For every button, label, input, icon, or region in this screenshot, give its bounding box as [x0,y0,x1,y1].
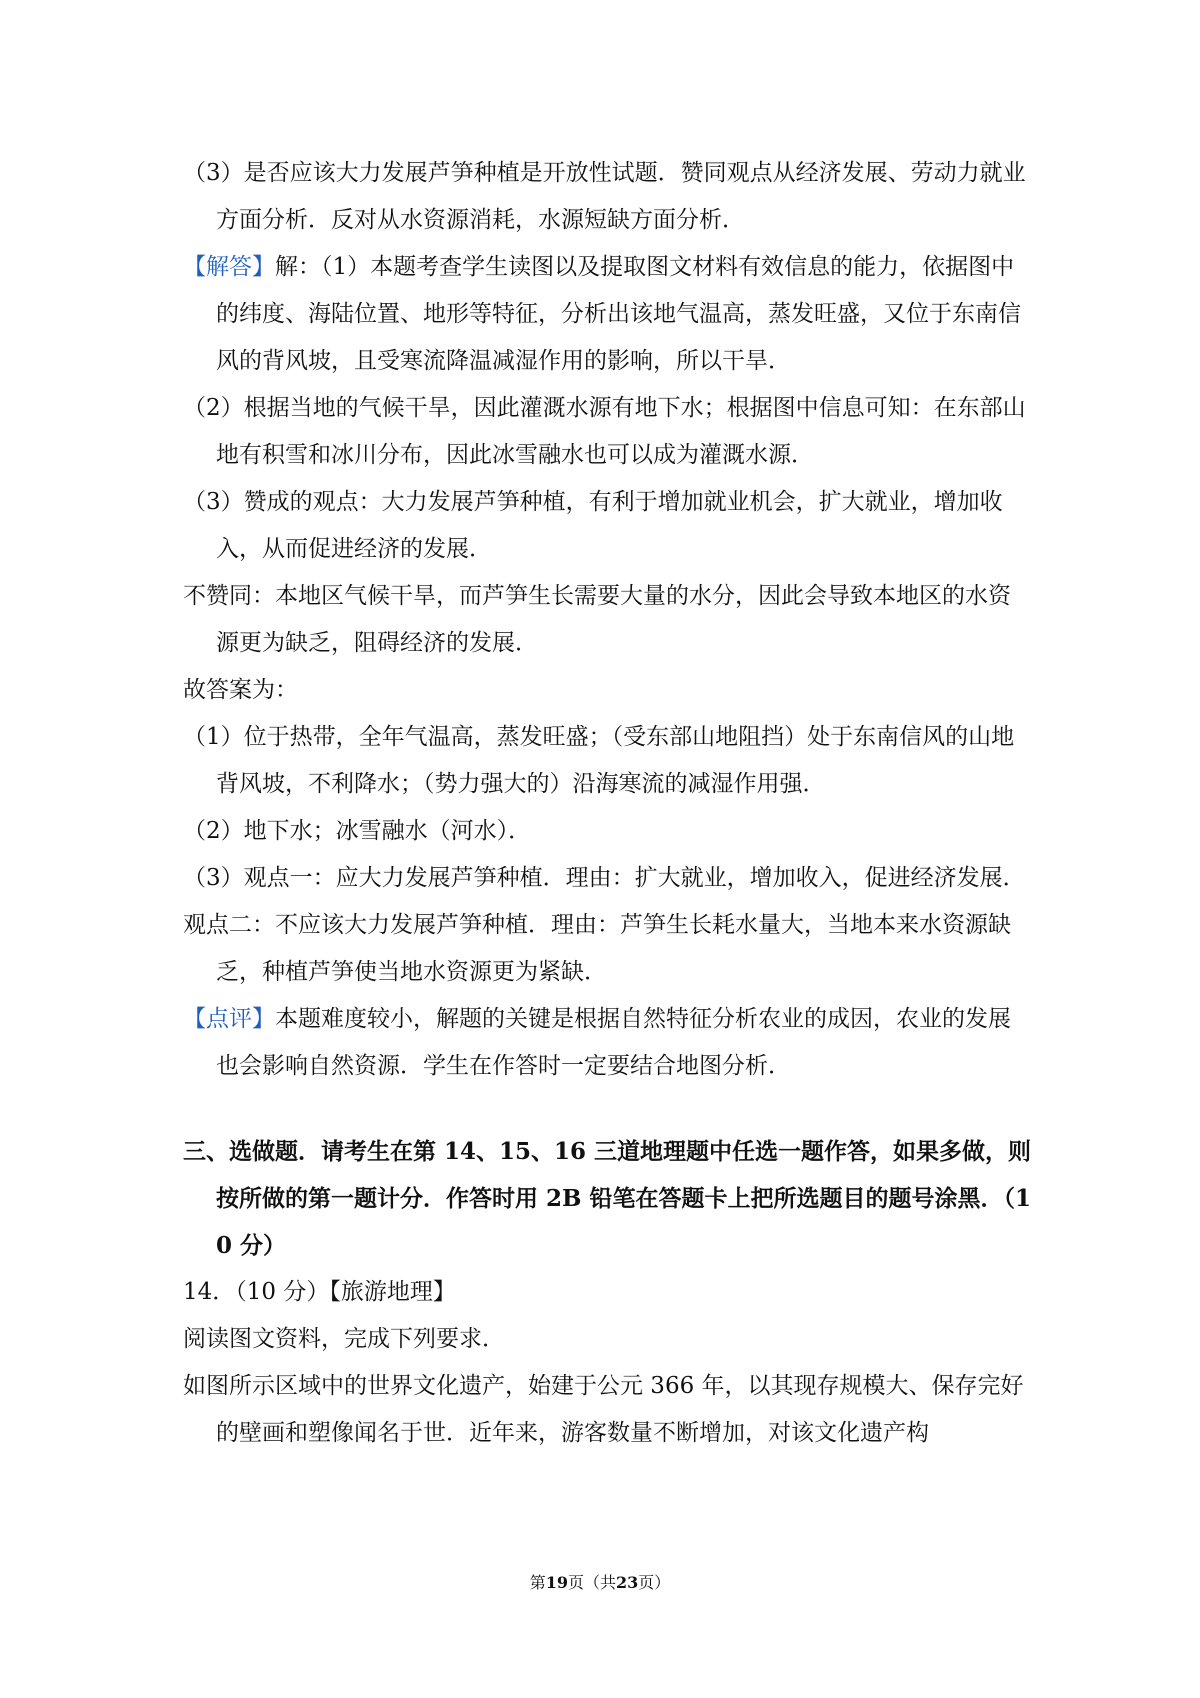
answer-paragraph: （3）赞成的观点：大力发展芦笋种植，有利于增加就业机会，扩大就业，增加收入，从而促进经济的发展． [183,489,1003,562]
solution-paragraph [183,244,1033,385]
question-title: 14．（10 分）【旅游地理】 [183,1279,456,1305]
footer-suffix: 页） [638,1573,671,1592]
footer-total-pages: 23 [616,1573,639,1592]
comment-text: 本题难度较小，解题的关键是根据自然特征分析农业的成因，农业的发展也会影响自然资源．学生在作答时一定要结合地图分析． [216,1006,1011,1079]
solution-text: 解：（1）本题考查学生读图以及提取图文材料有效信息的能力，依据图中的纬度、海陆位置、地形等特征，分析出该地气温高，蒸发旺盛，又位于东南信风的背风坡，且受寒流降温减湿作用的影响，所以干旱． [216,254,1021,374]
answer-paragraph: （3）是否应该大力发展芦笋种植是开放性试题．赞同观点从经济发展、劳动力就业方面分析．反对从水资源消耗，水源短缺方面分析． [183,160,1026,233]
page-footer [0,1570,1200,1593]
comment-tag: 【点评】 [183,1006,275,1032]
answer-paragraph: 不赞同：本地区气候干旱，而芦笋生长需要大量的水分，因此会导致本地区的水资源更为缺乏，阻碍经济的发展． [183,583,1011,656]
footer-page-number: 19 [545,1573,568,1592]
footer-prefix: 第 [529,1573,546,1592]
page-content [183,150,1033,1457]
solution-tag: 【解答】 [183,254,275,280]
section-heading: 三、选做题．请考生在第 14、15、16 三道地理题中任选一题作答，如果多做，则按所做的第一题计分．作答时用 2B 铅笔在答题卡上把所选题目的题号涂黑．（10 分） [183,1138,1032,1259]
footer-middle: 页（共 [567,1573,616,1592]
answer-paragraph: （2）根据当地的气候干旱，因此灌溉水源有地下水；根据图中信息可知：在东部山地有积雪和冰川分布，因此冰雪融水也可以成为灌溉水源． [183,395,1026,468]
question-instruction: 阅读图文资料，完成下列要求． [183,1326,505,1352]
answer-label: 故答案为： [183,677,298,703]
comment-paragraph [183,996,1033,1090]
answer-paragraph: （3）观点一：应大力发展芦笋种植．理由：扩大就业，增加收入，促进经济发展． [183,865,1026,891]
question-body: 如图所示区域中的世界文化遗产，始建于公元 366 年，以其现存规模大、保存完好的壁画和塑像闻名于世．近年来，游客数量不断增加，对该文化遗产构 [183,1373,1024,1446]
answer-paragraph: 观点二：不应该大力发展芦笋种植．理由：芦笋生长耗水量大，当地本来水资源缺乏，种植芦笋使当地水资源更为紧缺． [183,912,1011,985]
answer-paragraph: （1）位于热带，全年气温高，蒸发旺盛；（受东部山地阻挡）处于东南信风的山地背风坡，不利降水；（势力强大的）沿海寒流的减湿作用强． [183,724,1015,797]
section-gap [183,1090,1033,1128]
answer-paragraph: （2）地下水；冰雪融水（河水）． [183,818,532,844]
